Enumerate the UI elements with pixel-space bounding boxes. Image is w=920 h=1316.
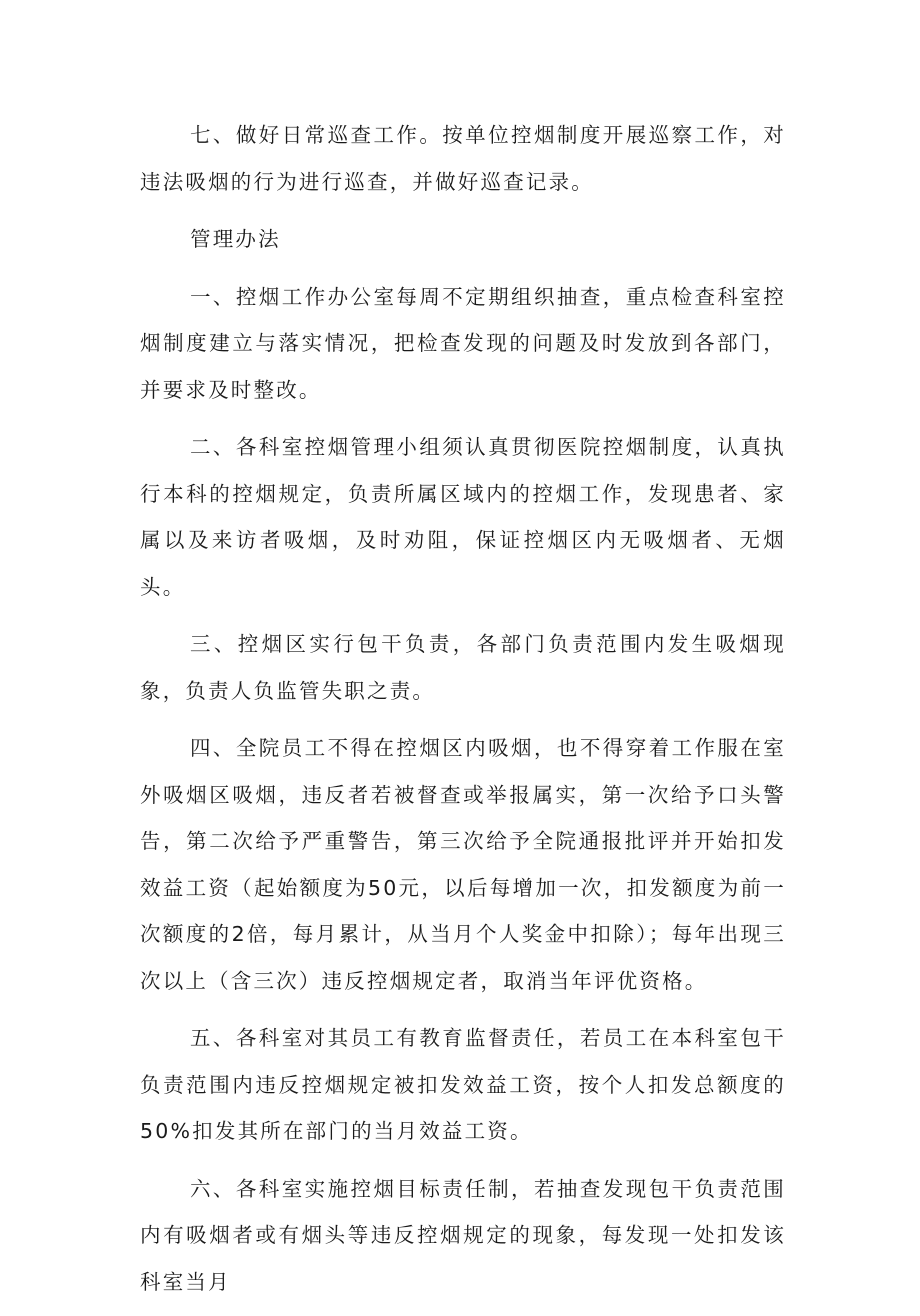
paragraph-measure-3: 三、控烟区实行包干负责，各部门负责范围内发生吸烟现象，负责人负监管失职之责。	[140, 632, 786, 703]
paragraph-measure-4: 四、全院员工不得在控烟区内吸烟，也不得穿着工作服在室外吸烟区吸烟，违反者若被督查或举报属实，第一次给予口头警告，第二次给予严重警告，第三次给予全院通报批评并开始扣发效益工资（起始额度为50元，以后每增加一次，扣发额度为前一次额度的2倍，每月累计，从当月个人奖金中扣除）；每年出现三次以上（含三次）违反控烟规定者，取消当年评优资格。	[140, 736, 786, 993]
document-page	[140, 112, 786, 1316]
section-heading-management-measures: 管理办法	[190, 227, 281, 251]
paragraph-measure-5: 五、各科室对其员工有教育监督责任，若员工在本科室包干负责范围内违反控烟规定被扣发效益工资，按个人扣发总额度的50%扣发其所在部门的当月效益工资。	[140, 1026, 786, 1143]
paragraph-measure-6: 六、各科室实施控烟目标责任制，若抽查发现包干负责范围内有吸烟者或有烟头等违反控烟规定的现象，每发现一处扣发该科室当月	[140, 1176, 786, 1294]
paragraph-measure-2: 二、各科室控烟管理小组须认真贯彻医院控烟制度，认真执行本科的控烟规定，负责所属区域内的控烟工作，发现患者、家属以及来访者吸烟，及时劝阻，保证控烟区内无吸烟者、无烟头。	[140, 435, 786, 599]
paragraph-item-7-patrol: 七、做好日常巡查工作。按单位控烟制度开展巡察工作，对违法吸烟的行为进行巡查，并做好巡查记录。	[140, 123, 786, 194]
paragraph-measure-1: 一、控烟工作办公室每周不定期组织抽查，重点检查科室控烟制度建立与落实情况，把检查发现的问题及时发放到各部门，并要求及时整改。	[140, 284, 786, 402]
